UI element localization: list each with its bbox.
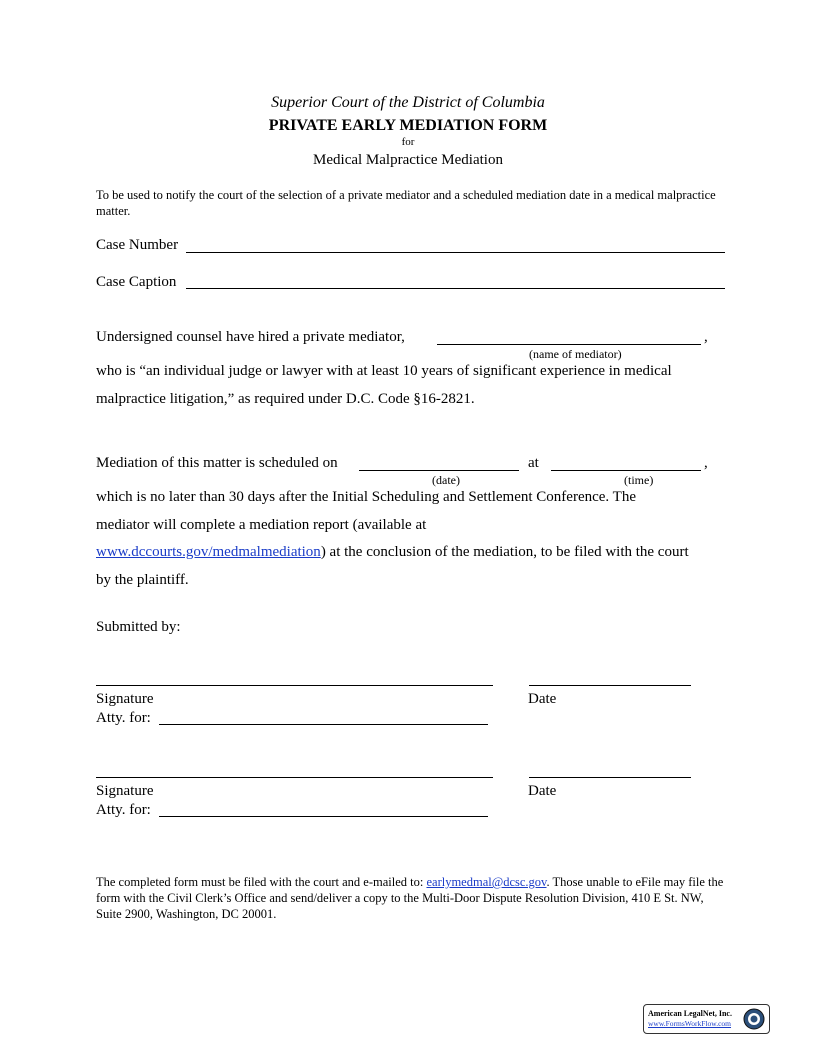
schedule-line-3: mediator will complete a mediation report (available at [96,517,427,533]
mediator-line-2: who is “an individual judge or lawyer with at least 10 years of significant experience in medical [96,363,672,379]
atty-for-field-2[interactable] [159,816,488,817]
signature-line-2[interactable] [96,777,493,778]
medmal-mediation-link[interactable]: www.dccourts.gov/medmalmediation [96,544,321,560]
legalnet-logo [643,1004,770,1034]
case-number-label: Case Number [96,237,179,253]
case-caption-field[interactable] [186,288,725,289]
footer-text-2: . Those unable to eFile may file the form with the Civil Clerk’s Office and send/deliver a copy to the Multi-Door Dispute Resolution Division, 410 E St. NW, Suite 2900, Washington, DC 20001. [96,875,724,921]
form-title: PRIVATE EARLY MEDIATION FORM [268,117,548,134]
signature-line-1[interactable] [96,685,493,686]
date-caption: (date) [432,473,460,487]
mediation-time-field[interactable] [551,470,701,471]
schedule-line-4-rest: ) at the conclusion of the mediation, to be filed with the court [320,544,689,560]
footer-text-1: The completed form must be filed with the court and e-mailed to: [96,875,427,889]
case-number-field[interactable] [186,252,725,253]
mediation-date-field[interactable] [359,470,519,471]
email-link[interactable]: earlymedmal@dcsc.gov [426,875,547,889]
globe-icon [742,1007,766,1031]
date-line-2[interactable] [529,777,691,778]
mediator-name-caption: (name of mediator) [529,347,622,361]
atty-for-field-1[interactable] [159,724,488,725]
mediator-name-field[interactable] [437,344,701,345]
signature-label-1: Signature [96,691,154,707]
atty-for-label-1: Atty. for: [96,710,151,726]
atty-for-label-2: Atty. for: [96,802,151,818]
schedule-comma: , [704,455,708,471]
for-label: for [401,136,415,148]
signature-label-2: Signature [96,783,154,799]
schedule-text: Mediation of this matter is scheduled on [96,455,338,471]
schedule-at: at [528,455,539,471]
date-label-2: Date [528,783,557,799]
logo-url[interactable]: www.FormsWorkFlow.com [648,1019,732,1028]
time-caption: (time) [624,473,654,487]
logo-name: American LegalNet, Inc. [648,1009,732,1018]
date-label-1: Date [528,691,557,707]
schedule-line-4 [96,544,689,561]
mediator-line-3: malpractice litigation,” as required under D.C. Code §16-2821. [96,391,475,407]
form-subtitle: Medical Malpractice Mediation [313,152,503,168]
footer-instructions [96,874,726,922]
mediator-comma: , [704,329,708,345]
mediator-text: Undersigned counsel have hired a private mediator, [96,329,405,345]
intro-text: To be used to notify the court of the selection of a private mediator and a scheduled mediation date in a medical malpractice matter. [96,188,716,218]
schedule-line-2: which is no later than 30 days after the Initial Scheduling and Settlement Conference. The [96,489,636,505]
schedule-line-5: by the plaintiff. [96,572,189,588]
court-name: Superior Court of the District of Columbia [271,94,545,111]
date-line-1[interactable] [529,685,691,686]
submitted-by-label: Submitted by: [96,619,181,635]
case-caption-label: Case Caption [96,274,177,290]
